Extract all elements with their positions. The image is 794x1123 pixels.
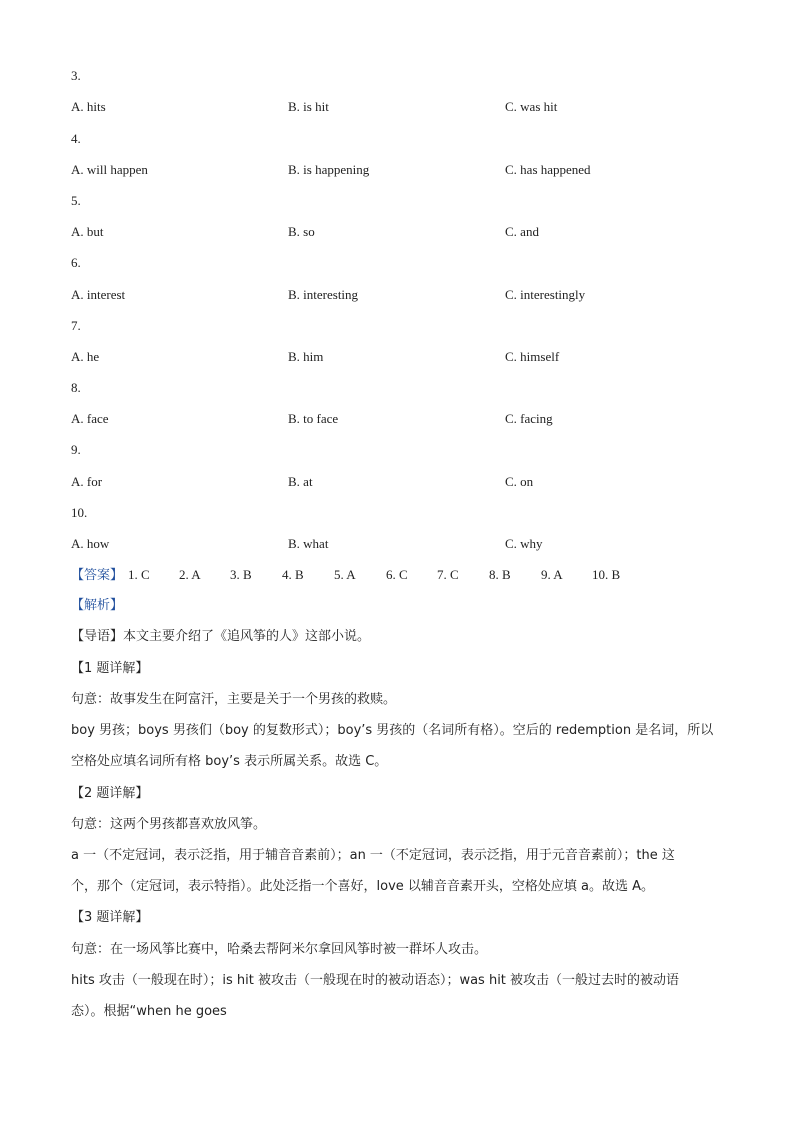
section-text-line: 态）。根据“when he goes <box>71 1004 227 1019</box>
option-a: A. for <box>71 474 103 489</box>
section-heading: 【3 题详解】 <box>71 910 149 925</box>
option-a: A. he <box>71 349 100 364</box>
option-c: C. has happened <box>505 162 591 177</box>
section-text-line: 句意：故事发生在阿富汗，主要是关于一个男孩的救赎。 <box>71 692 397 707</box>
section-heading: 【1 题详解】 <box>71 661 149 676</box>
guide-label: 【导语】 <box>71 629 124 644</box>
question-number: 4. <box>71 131 81 146</box>
option-a: A. but <box>71 224 104 239</box>
option-a: A. will happen <box>71 162 148 177</box>
option-c: C. and <box>505 224 539 239</box>
option-b: B. to face <box>288 411 339 426</box>
question-number: 10. <box>71 505 88 520</box>
answer-item: 5. A <box>334 567 356 582</box>
section-text-line: boy 男孩；boys 男孩们（boy 的复数形式）；boy’s 男孩的（名词所有格）。空后的 redemption 是名词，所以 <box>71 723 714 738</box>
option-a: A. interest <box>71 287 126 302</box>
answer-item: 10. B <box>592 567 621 582</box>
question-number: 3. <box>71 68 81 83</box>
option-a: A. face <box>71 411 109 426</box>
option-row <box>71 410 721 428</box>
section-text-line: 句意：这两个男孩都喜欢放风筝。 <box>71 817 267 832</box>
option-row <box>71 348 721 366</box>
answer-item: 8. B <box>489 567 511 582</box>
guide-line <box>71 628 723 646</box>
question-number: 7. <box>71 318 81 333</box>
option-row <box>71 161 721 179</box>
option-c: C. interestingly <box>505 287 586 302</box>
answer-item: 2. A <box>179 567 201 582</box>
option-b: B. so <box>288 224 315 239</box>
option-row <box>71 223 721 241</box>
question-number: 5. <box>71 193 81 208</box>
option-c: C. why <box>505 536 543 551</box>
question-number: 9. <box>71 442 81 457</box>
option-b: B. is happening <box>288 162 370 177</box>
option-row <box>71 286 721 304</box>
section-text-line: 个，那个（定冠词，表示特指）。此处泛指一个喜好，love 以辅音音素开头，空格处应填 a。故选 A。 <box>71 879 655 894</box>
section-heading: 【2 题详解】 <box>71 786 149 801</box>
option-a: A. how <box>71 536 110 551</box>
option-c: C. was hit <box>505 99 558 114</box>
guide-text: 本文主要介绍了《追风筝的人》这部小说。 <box>123 629 371 644</box>
analysis-label: 【解析】 <box>71 598 124 613</box>
option-b: B. what <box>288 536 329 551</box>
section-text-line: 句意：在一场风筝比赛中，哈桑去帮阿米尔拿回风筝时被一群坏人攻击。 <box>71 942 488 957</box>
option-b: B. him <box>288 349 324 364</box>
option-c: C. himself <box>505 349 560 364</box>
answer-item: 3. B <box>230 567 252 582</box>
answer-item: 6. C <box>386 567 408 582</box>
option-row <box>71 98 721 116</box>
answer-key <box>71 566 723 585</box>
answer-label: 【答案】 <box>71 568 124 583</box>
answer-item: 4. B <box>282 567 304 582</box>
option-b: B. at <box>288 474 313 489</box>
answer-item: 1. C <box>128 567 150 582</box>
option-c: C. facing <box>505 411 553 426</box>
section-text-line: 空格处应填名词所有格 boy’s 表示所属关系。故选 C。 <box>71 754 388 769</box>
answer-item: 9. A <box>541 567 563 582</box>
question-number: 6. <box>71 255 81 270</box>
option-c: C. on <box>505 474 534 489</box>
option-b: B. interesting <box>288 287 359 302</box>
option-row <box>71 473 721 491</box>
section-text-line: hits 攻击（一般现在时）；is hit 被攻击（一般现在时的被动语态）；was hit 被攻击（一般过去时的被动语 <box>71 973 680 988</box>
option-row <box>71 535 721 553</box>
section-text-line: a 一（不定冠词，表示泛指，用于辅音音素前）；an 一（不定冠词，表示泛指，用于元音音素前）；the 这 <box>71 848 675 863</box>
option-a: A. hits <box>71 99 106 114</box>
option-b: B. is hit <box>288 99 329 114</box>
answer-item: 7. C <box>437 567 459 582</box>
question-number: 8. <box>71 380 81 395</box>
